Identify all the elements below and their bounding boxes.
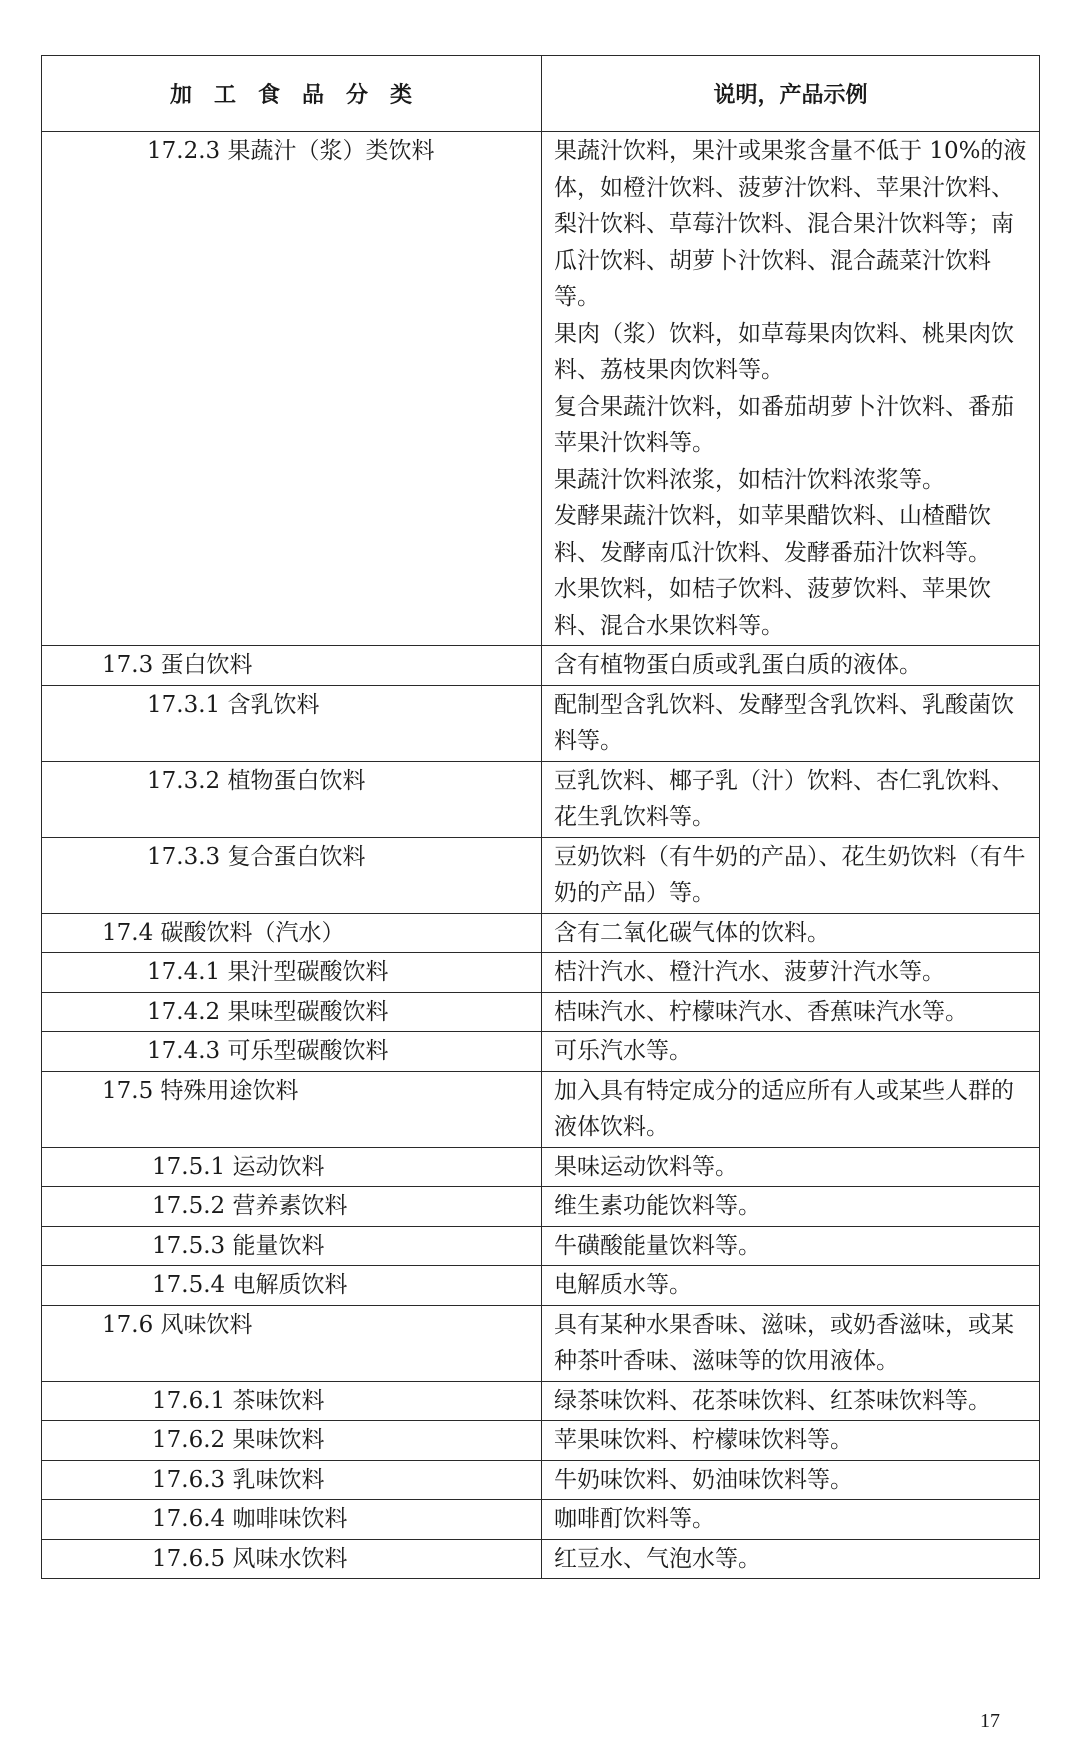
table-row	[42, 1460, 1040, 1500]
description-paragraph: 果肉（浆）饮料，如草莓果肉饮料、桃果肉饮料、荔枝果肉饮料等。	[554, 320, 1014, 383]
description-paragraph: 含有植物蛋白质或乳蛋白质的液体。	[554, 652, 922, 678]
table-row	[42, 1305, 1040, 1381]
description-paragraph: 复合果蔬汁饮料，如番茄胡萝卜汁饮料、番茄苹果汁饮料等。	[554, 393, 1014, 456]
table-row	[42, 1500, 1040, 1540]
category-cell: 17.6.3 乳味饮料	[42, 1460, 542, 1500]
description-cell	[542, 1187, 1040, 1227]
description-cell	[542, 913, 1040, 953]
description-paragraph: 水果饮料，如桔子饮料、菠萝饮料、苹果饮料、混合水果饮料等。	[554, 576, 991, 639]
description-cell	[542, 1500, 1040, 1540]
description-paragraph: 果味运动饮料等。	[554, 1153, 738, 1180]
description-paragraph: 红豆水、气泡水等。	[554, 1545, 761, 1572]
description-cell	[542, 837, 1040, 913]
description-paragraph: 果蔬汁饮料浓浆，如桔汁饮料浓浆等。	[554, 466, 945, 493]
table-row	[42, 953, 1040, 993]
table-header-row	[42, 56, 1040, 132]
table-row	[42, 1187, 1040, 1227]
table-row	[42, 132, 1040, 646]
description-cell	[542, 685, 1040, 761]
description-cell	[542, 1305, 1040, 1381]
table-row	[42, 1032, 1040, 1072]
description-paragraph: 配制型含乳饮料、发酵型含乳饮料、乳酸菌饮料等。	[554, 691, 1014, 754]
description-paragraph: 加入具有特定成分的适应所有人或某些人群的液体饮料。	[554, 1077, 1014, 1140]
description-cell	[542, 1032, 1040, 1072]
description-cell	[542, 1460, 1040, 1500]
description-paragraph: 维生素功能饮料等。	[554, 1193, 761, 1219]
description-cell	[542, 1226, 1040, 1266]
category-cell: 17.4 碳酸饮料（汽水）	[42, 913, 542, 953]
description-cell	[542, 1071, 1040, 1147]
category-cell: 17.5.4 电解质饮料	[42, 1266, 542, 1306]
table-row	[42, 1226, 1040, 1266]
page-number: 17	[980, 1710, 1000, 1732]
table-row	[42, 1147, 1040, 1187]
description-paragraph: 牛磺酸能量饮料等。	[554, 1232, 761, 1259]
category-cell: 17.6.1 茶味饮料	[42, 1381, 542, 1421]
description-cell	[542, 1421, 1040, 1461]
category-cell: 17.3.2 植物蛋白饮料	[42, 761, 542, 837]
category-cell: 17.5.3 能量饮料	[42, 1226, 542, 1266]
category-cell: 17.4.2 果味型碳酸饮料	[42, 992, 542, 1032]
table-row	[42, 646, 1040, 686]
table-row	[42, 913, 1040, 953]
description-paragraph: 桔汁汽水、橙汁汽水、菠萝汁汽水等。	[554, 959, 945, 985]
food-classification-table	[41, 55, 1040, 1579]
category-cell: 17.5 特殊用途饮料	[42, 1071, 542, 1147]
description-paragraph: 电解质水等。	[554, 1272, 692, 1298]
description-paragraph: 桔味汽水、柠檬味汽水、香蕉味汽水等。	[554, 998, 968, 1025]
description-paragraph: 含有二氧化碳气体的饮料。	[554, 919, 830, 946]
description-paragraph: 咖啡酊饮料等。	[554, 1506, 715, 1532]
table-row	[42, 1266, 1040, 1306]
category-cell: 17.5.1 运动饮料	[42, 1147, 542, 1187]
category-cell: 17.6.4 咖啡味饮料	[42, 1500, 542, 1540]
description-paragraph: 果蔬汁饮料，果汁或果浆含量不低于 10%的液体，如橙汁饮料、菠萝汁饮料、苹果汁饮料、梨汁饮料、草莓汁饮料、混合果汁饮料等；南瓜汁饮料、胡萝卜汁饮料、混合蔬菜汁饮料等。	[554, 138, 1027, 310]
description-cell	[542, 1147, 1040, 1187]
table-row	[42, 1071, 1040, 1147]
description-paragraph: 豆奶饮料（有牛奶的产品）、花生奶饮料（有牛奶的产品）等。	[554, 843, 1026, 906]
description-cell	[542, 953, 1040, 993]
category-cell: 17.3.1 含乳饮料	[42, 685, 542, 761]
category-cell: 17.3.3 复合蛋白饮料	[42, 837, 542, 913]
table-row	[42, 1539, 1040, 1579]
description-cell	[542, 992, 1040, 1032]
table-row	[42, 992, 1040, 1032]
table-row	[42, 837, 1040, 913]
category-cell: 17.6.2 果味饮料	[42, 1421, 542, 1461]
category-cell: 17.5.2 营养素饮料	[42, 1187, 542, 1227]
table-body	[42, 132, 1040, 1579]
description-paragraph: 牛奶味饮料、奶油味饮料等。	[554, 1466, 853, 1493]
description-cell	[542, 132, 1040, 646]
description-paragraph: 苹果味饮料、柠檬味饮料等。	[554, 1427, 853, 1453]
description-paragraph: 发酵果蔬汁饮料，如苹果醋饮料、山楂醋饮料、发酵南瓜汁饮料、发酵番茄汁饮料等。	[554, 503, 991, 566]
category-cell: 17.2.3 果蔬汁（浆）类饮料	[42, 132, 542, 646]
description-paragraph: 豆乳饮料、椰子乳（汁）饮料、杏仁乳饮料、花生乳饮料等。	[554, 767, 1014, 830]
description-cell	[542, 761, 1040, 837]
description-paragraph: 具有某种水果香味、滋味，或奶香滋味，或某种茶叶香味、滋味等的饮用液体。	[554, 1311, 1014, 1374]
table-row	[42, 1381, 1040, 1421]
description-cell	[542, 1266, 1040, 1306]
table-row	[42, 761, 1040, 837]
description-cell	[542, 1539, 1040, 1579]
category-cell: 17.6.5 风味水饮料	[42, 1539, 542, 1579]
header-category: 加工食品分类	[42, 56, 542, 132]
category-cell: 17.4.3 可乐型碳酸饮料	[42, 1032, 542, 1072]
table-row	[42, 685, 1040, 761]
description-paragraph: 绿茶味饮料、花茶味饮料、红茶味饮料等。	[554, 1387, 991, 1414]
category-cell: 17.6 风味饮料	[42, 1305, 542, 1381]
classification-table-wrapper	[41, 55, 1039, 1579]
description-paragraph: 可乐汽水等。	[554, 1038, 692, 1064]
description-cell	[542, 646, 1040, 686]
category-cell: 17.3 蛋白饮料	[42, 646, 542, 686]
description-cell	[542, 1381, 1040, 1421]
table-row	[42, 1421, 1040, 1461]
header-description: 说明，产品示例	[542, 56, 1040, 132]
category-cell: 17.4.1 果汁型碳酸饮料	[42, 953, 542, 993]
